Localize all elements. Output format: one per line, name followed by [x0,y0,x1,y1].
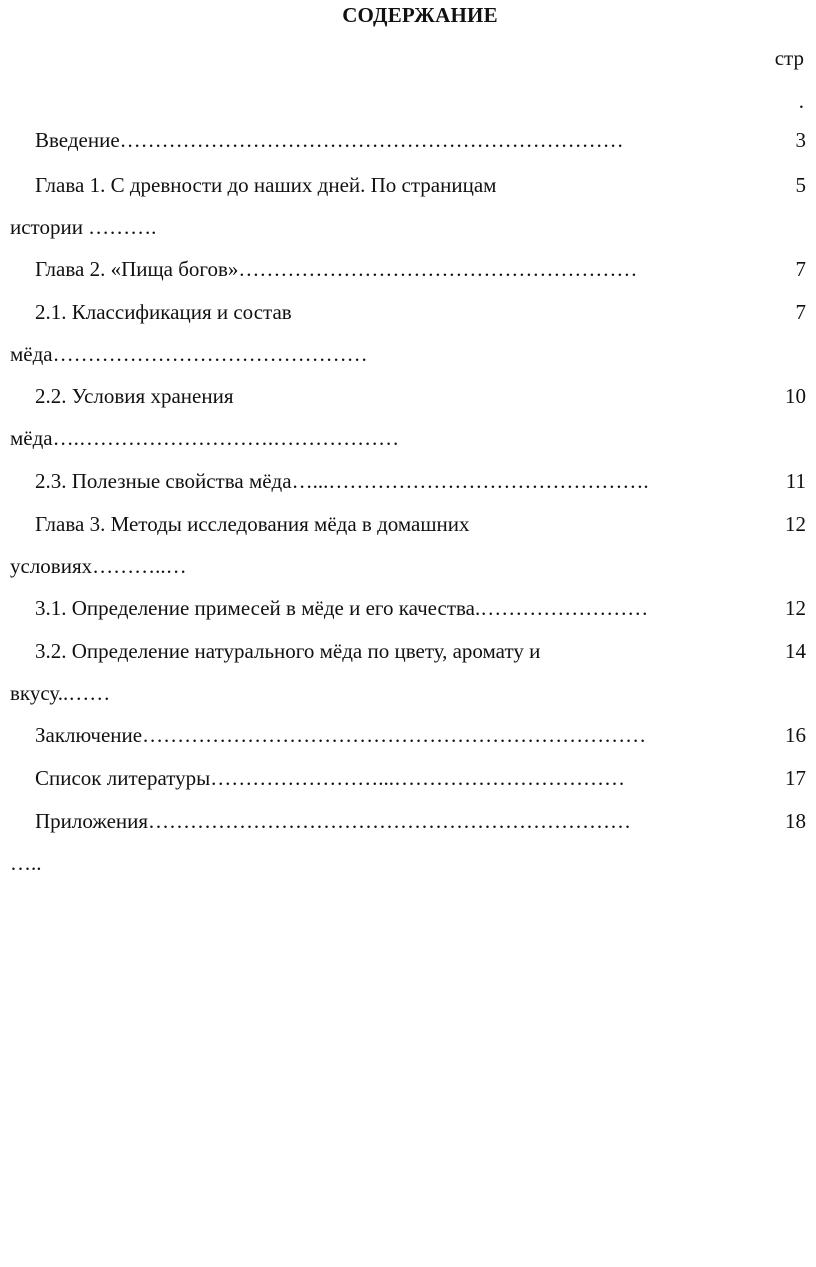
toc-entry-chapter-2: Глава 2. «Пища богов»………………………………………………… [35,257,638,281]
toc-page-number: 11 [785,469,806,493]
toc-page-number: 7 [795,257,806,281]
toc-page-number: 17 [785,766,806,790]
toc-entry-chapter-1: Глава 1. С древности до наших дней. По страницам [35,173,497,197]
toc-entry-2-3: 2.3. Полезные свойства мёда…...………………………………………. [35,469,649,493]
toc-page-number: 14 [785,639,806,663]
toc-entry-2-1: 2.1. Классификация и состав [35,300,292,324]
toc-page-number: 10 [785,384,806,408]
toc-entry-chapter-3-continued: условиях………..… [10,554,187,578]
toc-entry-chapter-3: Глава 3. Методы исследования мёда в домашних [35,512,470,536]
page-title: СОДЕРЖАНИЕ [342,3,498,27]
toc-entry-conclusion: Заключение……………………………………………………………… [35,723,647,747]
toc-page-number: 18 [785,809,806,833]
toc-entry-references: Список литературы……………………...…………………………… [35,766,626,790]
toc-entry-appendices: Приложения…………………………………………………………… [35,809,632,833]
toc-entry-chapter-1-continued: истории ………. [10,215,157,239]
toc-page-number: 5 [795,173,806,197]
toc-page-number: 16 [785,723,806,747]
page-column-header-dot: . [798,89,804,113]
toc-entry-2-2: 2.2. Условия хранения [35,384,234,408]
toc-entry-2-1-continued: мёда……………………………………… [10,342,368,366]
toc-entry-intro: Введение……………………………………………………………… [35,128,624,152]
toc-page-number: 3 [795,128,806,152]
toc-page-number: 12 [785,596,806,620]
toc-entry-appendices-continued: ….. [10,851,42,875]
page-column-header: стр [774,46,804,70]
toc-entry-2-2-continued: мёда….……………………….……………… [10,426,400,450]
toc-entry-3-1: 3.1. Определение примесей в мёде и его качества.…………………… [35,596,649,620]
toc-page-number: 12 [785,512,806,536]
toc-entry-3-2-continued: вкусу..…… [10,681,111,705]
toc-page-number: 7 [795,300,806,324]
toc-entry-3-2: 3.2. Определение натурального мёда по цвету, аромату и [35,639,541,663]
